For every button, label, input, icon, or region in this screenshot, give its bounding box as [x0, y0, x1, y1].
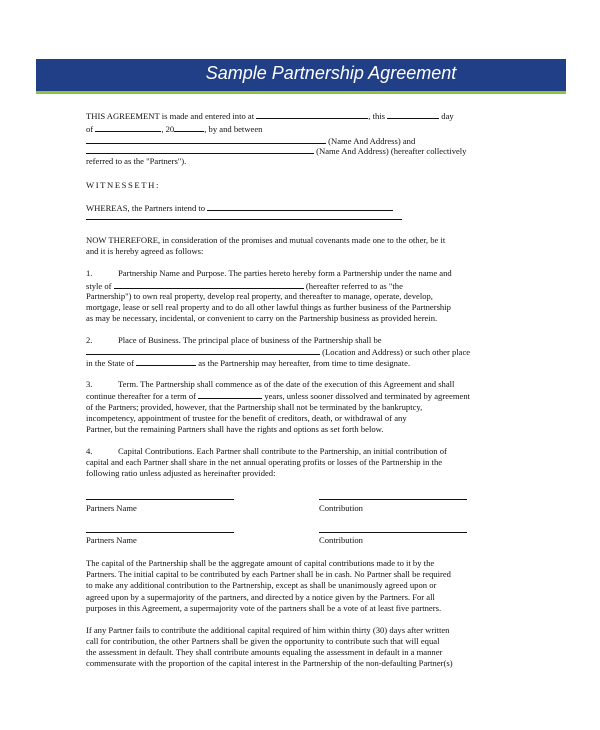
partner-name-line-1: [86, 499, 234, 500]
section-4-number: 4.: [86, 446, 93, 456]
partners-name-label-2: Partners Name: [86, 535, 137, 545]
contribution-line-2: [319, 532, 467, 533]
section-3-line-1: Term. The Partnership shall commence as of the date of the execution of this Agreement and shall: [118, 379, 455, 389]
fail-line-4: commensurate with the proportion of the capital interest in the Partnership of the non-defaulting Partner(s): [86, 658, 453, 668]
section-2-line-3: in the State of as the Partnership may hereafter, from time to time designate.: [86, 358, 411, 368]
section-1-line-5: as may be necessary, incidental, or convenient to carry on the Partnership business as provided herein.: [86, 313, 438, 323]
section-4-line-3: following ratio unless adjusted as hereinafter provided:: [86, 468, 276, 478]
section-2-line-2: (Location and Address) or such other place: [86, 346, 470, 358]
section-1-line-1: Partnership Name and Purpose. The parties hereto hereby form a Partnership under the name and: [118, 268, 452, 278]
section-3-line-2: continue thereafter for a term of years, unless sooner dissolved and terminated by agreement: [86, 391, 471, 401]
now-therefore-line-1: NOW THEREFORE, in consideration of the promises and mutual covenants made one to the other, be it: [86, 235, 446, 245]
section-1-line-3: Partnership") to own real property, develop real property, and thereafter to manage, operate, develop,: [86, 291, 433, 301]
capital-line-2: Partners. The initial capital to be contributed by each Partner shall be in cash. No Partner shall be required: [86, 569, 451, 579]
section-3-line-5: Partner, but the remaining Partners shall have the rights and options as set forth below.: [86, 424, 384, 434]
partner-name-line-2: [86, 532, 234, 533]
section-1-number: 1.: [86, 268, 93, 278]
capital-line-3: to make any additional contribution to the Partnership, except as shall be unanimously agreed upon or: [86, 580, 437, 590]
fail-line-3: the assessment in default. They shall contribute amounts equaling the assessment in default in a manner: [86, 647, 443, 657]
section-3-number: 3.: [86, 379, 93, 389]
section-2-number: 2.: [86, 335, 93, 345]
intro-line-4: (Name And Address) (hereafter collectively: [86, 145, 466, 157]
intro-line-5: referred to as the "Partners").: [86, 156, 187, 166]
contribution-label-1: Contribution: [319, 503, 363, 513]
fail-line-2: call for contribution, the other Partners shall be given the opportunity to contribute such that will equal: [86, 636, 440, 646]
capital-line-4: agreed upon by a supermajority of the partners, and directed by a notice given by the Partners. For all: [86, 592, 435, 602]
capital-line-1: The capital of the Partnership shall be the aggregate amount of capital contributions made to it by the: [86, 558, 435, 568]
contribution-line-1: [319, 499, 467, 500]
whereas-blank-line: [86, 219, 402, 220]
partners-name-label-1: Partners Name: [86, 503, 137, 513]
section-1-line-2: style of (hereafter referred to as "the: [86, 281, 403, 291]
section-4-line-1: Capital Contributions. Each Partner shall contribute to the Partnership, an initial contribution of: [118, 446, 447, 456]
contribution-label-2: Contribution: [319, 535, 363, 545]
section-2-line-1: Place of Business. The principal place of business of the Partnership shall be: [118, 335, 382, 345]
fail-line-1: If any Partner fails to contribute the additional capital required of him within thirty (30) days after written: [86, 625, 450, 635]
section-3-line-3: of the Partners; provided, however, that the Partnership shall not be terminated by the bankruptcy,: [86, 402, 423, 412]
section-4-line-2: capital and each Partner shall share in the net annual operating profits or losses of the Partnership in the: [86, 457, 443, 467]
page-title: Sample Partnership Agreement: [205, 63, 457, 83]
now-therefore-line-2: and it is hereby agreed as follows:: [86, 246, 204, 256]
title-banner: [36, 59, 566, 94]
whereas-line: WHEREAS, the Partners intend to: [86, 202, 393, 214]
intro-line-3: (Name And Address) and: [86, 135, 415, 147]
intro-line-2: of , 20 , by and between: [86, 124, 263, 134]
intro-line-1: THIS AGREEMENT is made and entered into at , this day: [86, 111, 454, 121]
section-1-line-4: mortgage, lease or sell real property and to do all other lawful things as further business of the Partnership: [86, 302, 451, 312]
section-3-line-4: incompetency, appointment of trustee for the benefit of creditors, death, or withdrawal of any: [86, 413, 407, 423]
witnesseth-heading: WITNESSETH:: [86, 180, 160, 190]
capital-line-5: purposes in this Agreement, a supermajority vote of the partners shall be a vote of at least five partners.: [86, 603, 442, 613]
